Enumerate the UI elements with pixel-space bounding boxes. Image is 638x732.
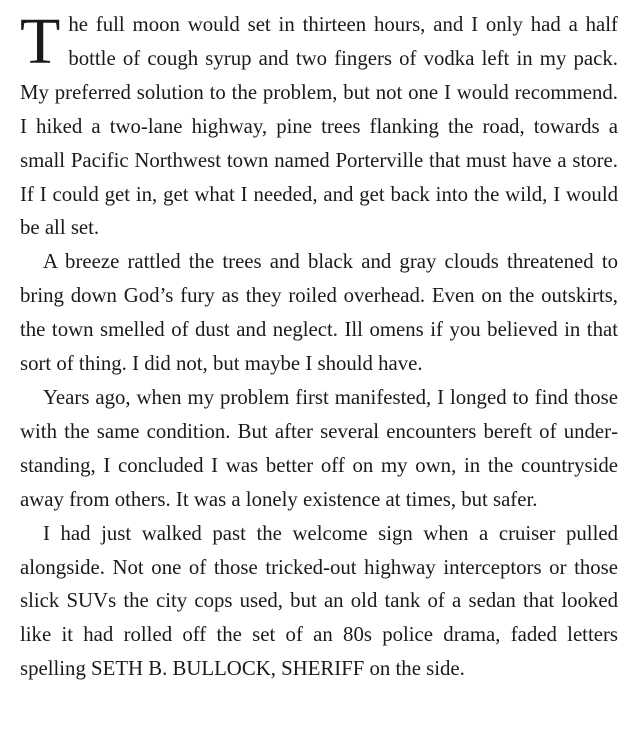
- paragraph-1-text: he full moon would set in thirteen hours, and I only had a half bottle of cough syrup and two fingers of vodka left in my pack. My preferred solution to the problem, but not one I would recommend. I hiked a two-lane highway, pine trees flanking the road, towards a small Pacific Northwest town named Porterville that must have a store. If I could get in, get what I needed, and get back into the wild, I would be all set.: [20, 13, 618, 240]
- drop-cap: T: [20, 5, 61, 78]
- paragraph-4: I had just walked past the welcome sign when a cruiser pulled alongside. Not one of those tricked-out highway interceptors or those slick SUVs the city cops used, but an old tank of a sedan that looked like it had rolled off the set of an 80s police drama, faded letters spelling SETH B. BULLOCK, SHERIFF on the side.: [20, 521, 618, 681]
- paragraph-1: [20, 5, 618, 245]
- paragraph-2: A breeze rattled the trees and black and gray clouds threatened to bring down God’s fury as they roiled overhead. Even on the outskirts, the town smelled of dust and neglect. Ill omens if you believed in that sort of thing. I did not, but maybe I should have.: [20, 250, 618, 376]
- paragraph-3: Years ago, when my problem first manifested, I longed to find those with the same condition. But after several encounters bereft of understanding, I concluded I was better off on my own, in the countryside away from others. It was a lonely existence at times, but safer.: [20, 385, 618, 511]
